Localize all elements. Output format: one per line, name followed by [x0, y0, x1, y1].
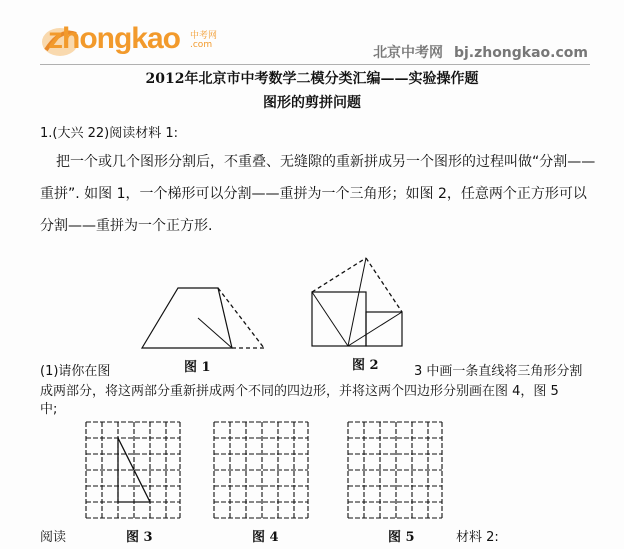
- logo-text: zhongkao: [48, 22, 180, 55]
- figure-4-grid: [212, 420, 310, 520]
- logo-domain: .com: [190, 40, 213, 50]
- doc-title: 2012年北京市中考数学二模分类汇编——实验操作题: [145, 71, 479, 87]
- paragraph-line-3: 分割——重拼为一个正方形.: [40, 218, 213, 234]
- header-divider: [40, 64, 590, 65]
- paragraph-line-1: 把一个或几个图形分割后，不重叠、无缝隙的重新拼成另一个图形的过程叫做“分割——: [56, 154, 596, 170]
- footer-material-text: 材料 2:: [456, 530, 499, 545]
- site-url: bj.zhongkao.com: [453, 45, 588, 61]
- figure-3-grid: [84, 420, 182, 520]
- task-text-b: 3 中画一条直线将三角形分割: [414, 364, 583, 379]
- footer-read-text: 阅读: [40, 530, 67, 545]
- figure-3-caption: 图 3: [126, 530, 153, 545]
- logo-badge: 中考网: [190, 31, 218, 41]
- figure-5-caption: 图 5: [388, 530, 415, 545]
- paragraph-line-2: 重拼”. 如图 1，一个梯形可以分割——重拼为一个三角形；如图 2，任意两个正方形可以: [40, 186, 587, 202]
- doc-subtitle: 图形的剪拼问题: [263, 95, 361, 111]
- figure-4-caption: 图 4: [252, 530, 279, 545]
- site-link[interactable]: [373, 42, 588, 62]
- task-text-a: (1)请你在图: [40, 364, 111, 379]
- zhongkao-logo[interactable]: [40, 22, 220, 62]
- figure-1-trapezoid: [140, 282, 270, 352]
- figure-5-grid: [346, 420, 444, 520]
- site-label: 北京中考网: [373, 45, 444, 61]
- question-label: 1.(大兴 22)阅读材料 1:: [40, 126, 179, 141]
- task-line-3: 中;: [40, 402, 58, 417]
- task-line-2: 成两部分，将这两部分重新拼成两个不同的四边形，并将这两个四边形分别画在图 4，图 5: [40, 384, 559, 399]
- figure-1-caption: 图 1: [184, 360, 211, 375]
- figure-2-squares: [308, 254, 408, 350]
- figure-2-caption: 图 2: [352, 358, 379, 373]
